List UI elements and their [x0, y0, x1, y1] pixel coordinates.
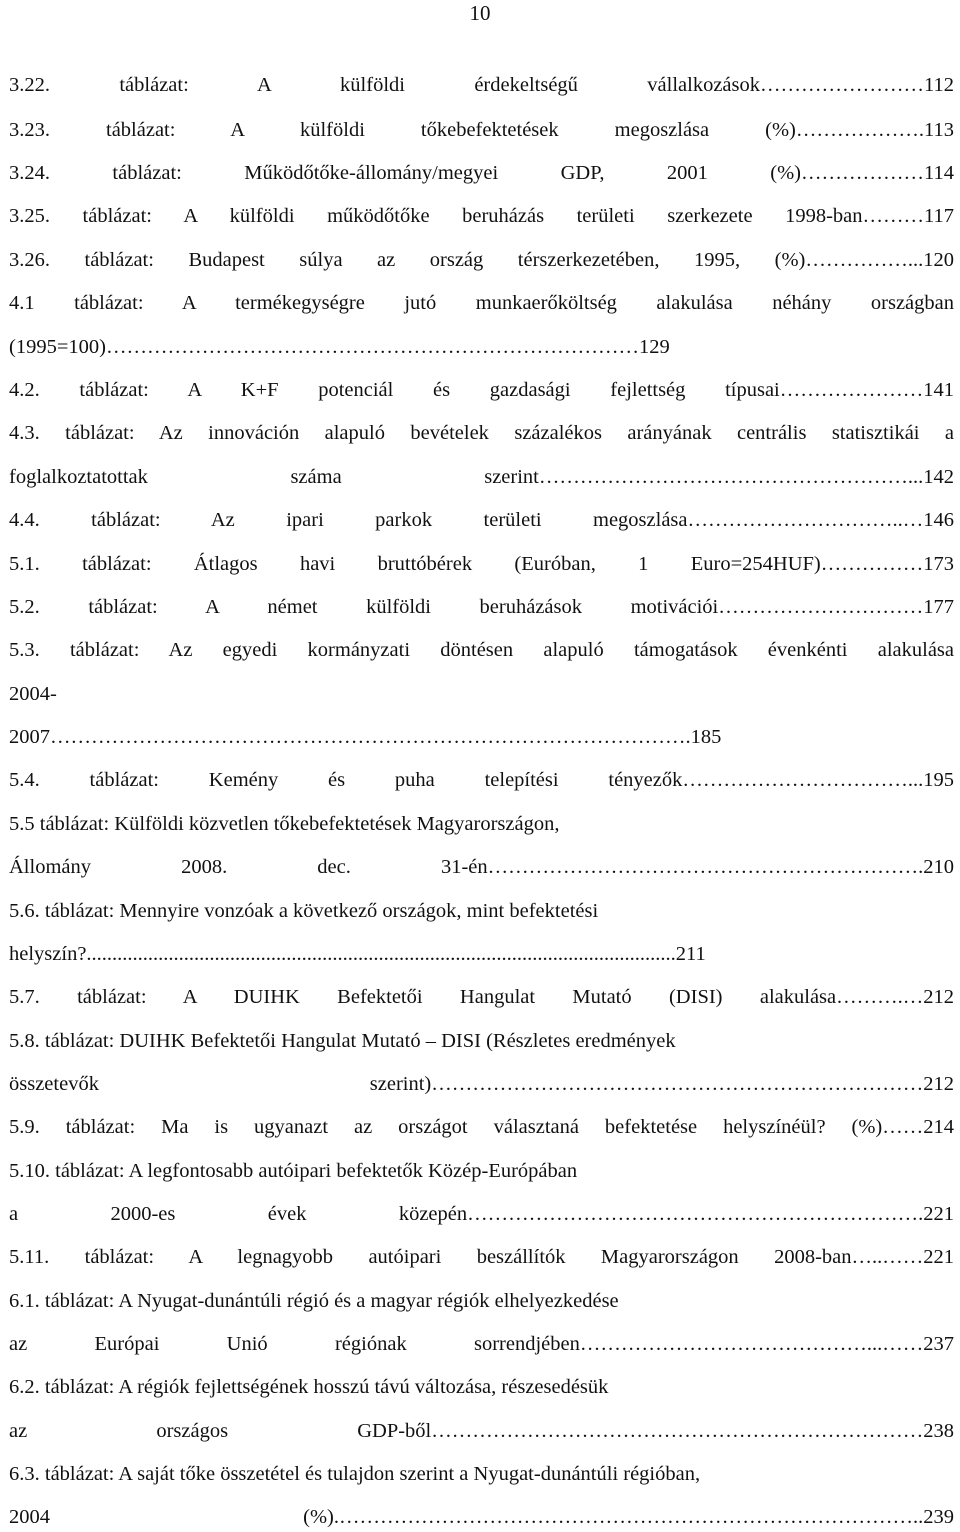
- list-item: 5.10. táblázat: A legfontosabb autóipari befektetők Közép-Európában: [9, 1160, 578, 1182]
- list-item: 6.3. táblázat: A saját tőke összetétel és tulajdon szerint a Nyugat-dunántúli régióban,: [9, 1463, 701, 1485]
- list-item: 5.1. táblázat: Átlagos havi bruttóbérek (Euróban, 1 Euro=254HUF)……………173: [9, 553, 954, 575]
- list-item: az országos GDP-ből………………………………………………………………238: [9, 1420, 954, 1442]
- list-item: Állomány 2008. dec. 31-én……………………………………………………….210: [9, 856, 954, 878]
- page-number: 10: [469, 1, 491, 25]
- list-item: 5.9. táblázat: Ma is ugyanazt az országot választaná befektetése helyszínéül? (%)……214: [9, 1116, 954, 1138]
- list-item: 4.1 táblázat: A termékegységre jutó munkaerőköltség alakulása néhány országban: [9, 292, 954, 314]
- list-item: (1995=100)……………………………………………………………………129: [9, 336, 670, 358]
- list-item: 6.1. táblázat: A Nyugat-dunántúli régió és a magyar régiók elhelyezkedése: [9, 1290, 619, 1312]
- list-item: 3.24. táblázat: Működőtőke-állomány/megyei GDP, 2001 (%)………………114: [9, 162, 954, 184]
- list-item: foglalkoztatottak száma szerint………………………………………………...142: [9, 466, 954, 488]
- list-item: 4.3. táblázat: Az innováción alapuló bevételek százalékos arányának centrális statisztikái a: [9, 422, 954, 444]
- list-item: 5.6. táblázat: Mennyire vonzóak a következő országok, mint befektetési: [9, 900, 599, 922]
- list-item: 2004-: [9, 683, 57, 705]
- list-item: 3.22. táblázat: A külföldi érdekeltségű vállalkozások……………………112: [9, 74, 954, 96]
- list-item: 3.26. táblázat: Budapest súlya az ország térszerkezetében, 1995, (%)……………...120: [9, 249, 954, 271]
- list-item: 3.23. táblázat: A külföldi tőkebefektetések megoszlása (%)……………….113: [9, 119, 954, 141]
- list-item: 5.4. táblázat: Kemény és puha telepítési tényezők……………………………...195: [9, 769, 954, 791]
- list-item: 4.2. táblázat: A K+F potenciál és gazdasági fejlettség típusai…………………141: [9, 379, 954, 401]
- list-item: 5.3. táblázat: Az egyedi kormányzati döntésen alapuló támogatások évenkénti alakulása: [9, 639, 954, 661]
- list-item: 2007………………………………………………………………………………….185: [9, 726, 722, 748]
- list-item: 5.2. táblázat: A német külföldi beruházások motivációi…………………………177: [9, 596, 954, 618]
- list-item: 2004 (%).…………………………………………………………………………..239: [9, 1506, 954, 1528]
- list-item: 6.2. táblázat: A régiók fejlettségének hosszú távú változása, részesedésük: [9, 1376, 609, 1398]
- list-item: 5.5 táblázat: Külföldi közvetlen tőkebefektetések Magyarországon,: [9, 813, 560, 835]
- list-item: az Európai Unió régiónak sorrendjében……………………………………...……237: [9, 1333, 954, 1355]
- list-item: 5.7. táblázat: A DUIHK Befektetői Hangulat Mutató (DISI) alakulása……….…212: [9, 986, 954, 1008]
- list-item: 5.8. táblázat: DUIHK Befektetői Hangulat Mutató – DISI (Részletes eredmények: [9, 1030, 676, 1052]
- list-item: helyszín?...................................................................................................................211: [9, 943, 706, 965]
- list-item: 3.25. táblázat: A külföldi működőtőke beruházás területi szerkezete 1998-ban………117: [9, 205, 954, 227]
- list-item: 4.4. táblázat: Az ipari parkok területi megoszlása…………………………..…146: [9, 509, 954, 531]
- list-item: 5.11. táblázat: A legnagyobb autóipari beszállítók Magyarországon 2008-ban…..……221: [9, 1246, 954, 1268]
- list-item: összetevők szerint)………………………………………………………………212: [9, 1073, 954, 1095]
- list-item: a 2000-es évek közepén………………………………………………………….221: [9, 1203, 954, 1225]
